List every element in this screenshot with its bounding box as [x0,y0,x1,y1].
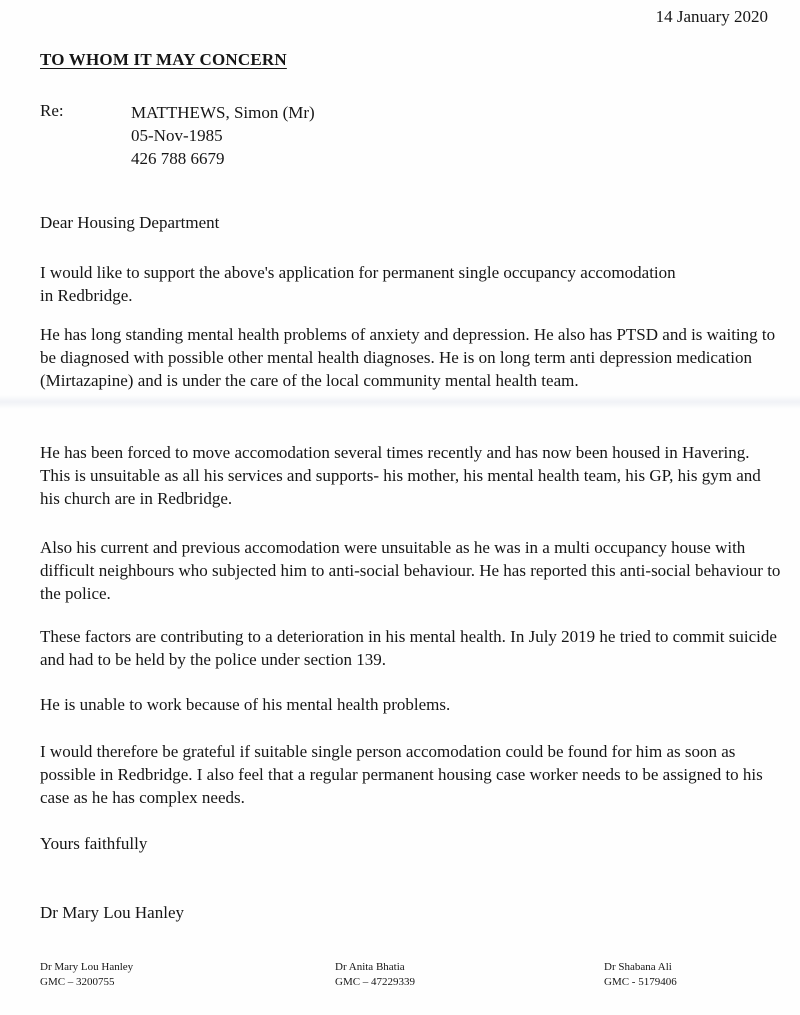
patient-details [131,101,315,170]
paragraph-7: I would therefore be grateful if suitable single person accomodation could be found for him as soon as possible in Redbridge. I also feel that a regular permanent housing case worker needs to be assigned to his case as he has complex needs. [40,742,763,807]
salutation: Dear Housing Department [40,213,220,232]
closing: Yours faithfully [40,834,148,853]
footer-doctor-name: Dr Shabana Ali [604,961,672,973]
footer-doctor-1 [40,960,133,990]
scan-streak [0,395,800,409]
footer-doctor-2 [335,960,415,990]
footer-doctor-gmc: GMC – 47229339 [335,976,416,988]
patient-dob: 05-Nov-1985 [131,126,223,145]
paragraph-3: He has been forced to move accomodation several times recently and has now been housed in Havering. This is unsuitable as all his services and supports- his mother, his mental health team, his GP, his gym and his church are in Redbridge. [40,443,761,508]
footer-doctor-name: Dr Anita Bhatia [335,961,405,973]
paragraph-2: He has long standing mental health problems of anxiety and depression. He also has PTSD and is waiting to be diagnosed with possible other mental health diagnoses. He is on long term anti depression medication (Mirtazapine) and is under the care of the local community mental health team. [40,325,776,390]
footer-doctor-3 [604,960,677,990]
footer-doctor-gmc: GMC – 3200755 [40,976,115,988]
footer-doctor-gmc: GMC - 5179406 [604,976,677,988]
patient-name: MATTHEWS, Simon (Mr) [131,103,315,122]
patient-number: 426 788 6679 [131,149,225,168]
re-label: Re: [40,101,64,120]
letter-heading: TO WHOM IT MAY CONCERN [40,50,287,69]
paragraph-6: He is unable to work because of his mental health problems. [40,695,451,714]
letter-date: 14 January 2020 [655,7,768,26]
footer-doctor-name: Dr Mary Lou Hanley [40,961,134,973]
paragraph-4: Also his current and previous accomodation were unsuitable as he was in a multi occupancy house with difficult neighbours who subjected him to anti-social behaviour. He has reported this anti-social behaviour to the police. [40,538,781,603]
paragraph-1: I would like to support the above's application for permanent single occupancy accomodation in Redbridge. [40,263,676,305]
paragraph-5: These factors are contributing to a deterioration in his mental health. In July 2019 he tried to commit suicide and had to be held by the police under section 139. [40,627,777,669]
signatory-name: Dr Mary Lou Hanley [40,903,184,922]
